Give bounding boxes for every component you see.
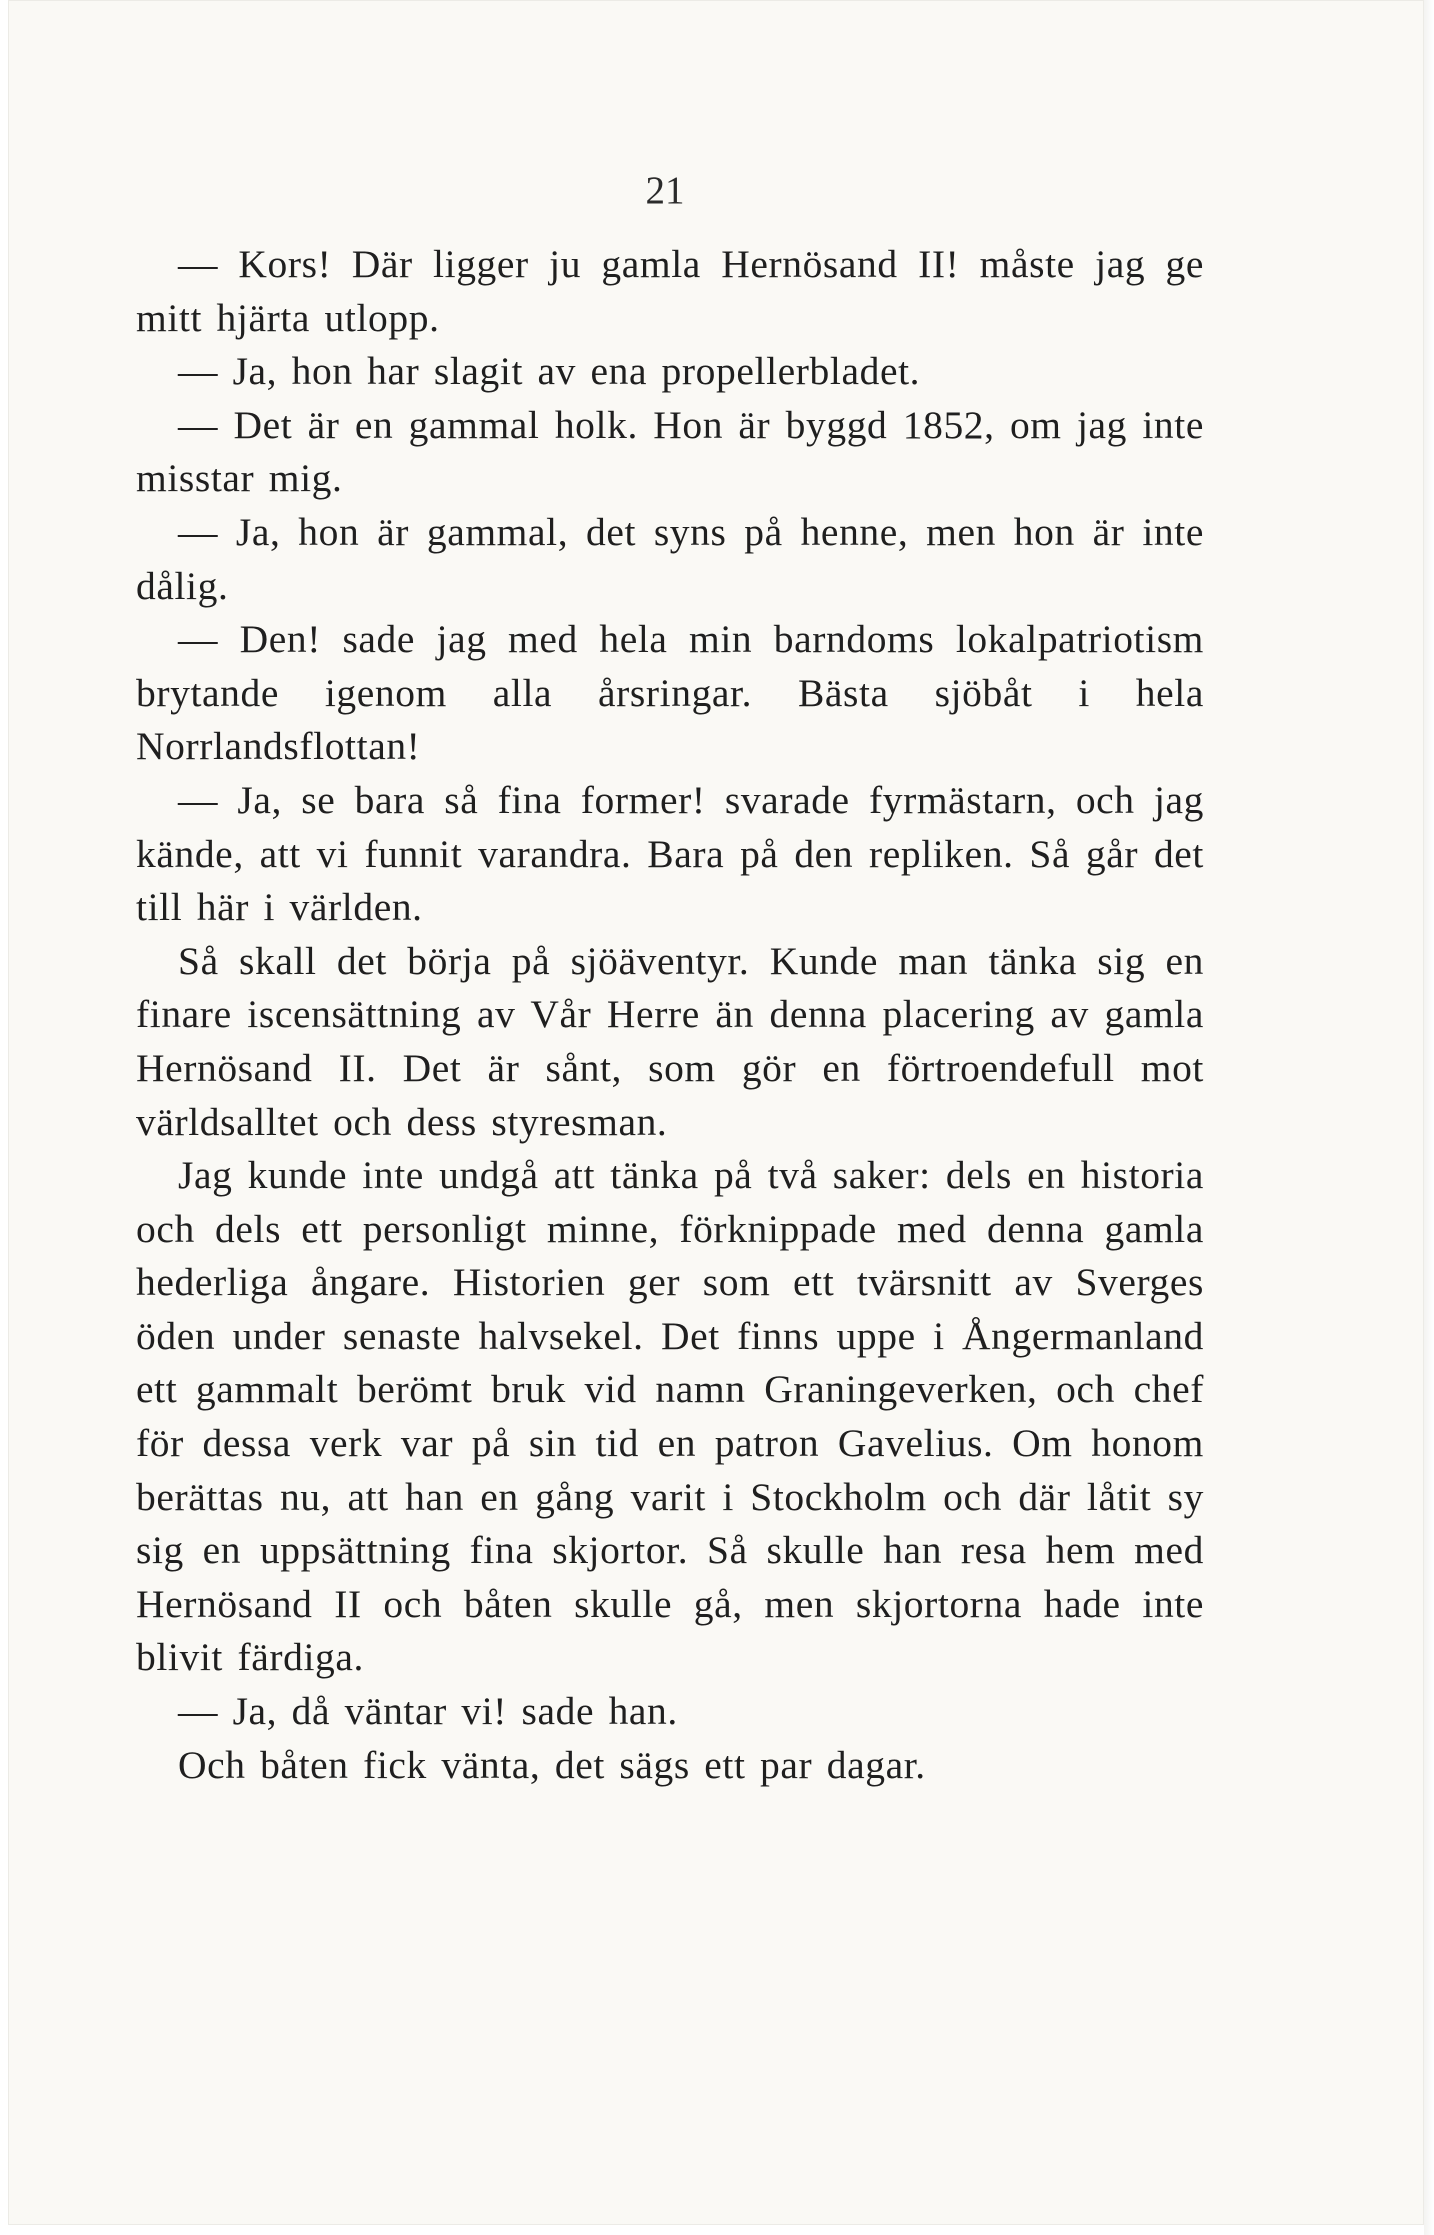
- paragraph: Så skall det börja på sjöäventyr. Kunde man tänka sig en finare iscensättning av Vår Herre än denna placering av gamla Hernösand II. Det är sånt, som gör en förtroendefull mot världsalltet och dess styresman.: [136, 938, 1204, 1144]
- paragraph: — Ja, då väntar vi! sade han.: [178, 1689, 678, 1734]
- paragraph: — Ja, hon är gammal, det syns på henne, men hon är inte dålig.: [136, 509, 1204, 608]
- paragraph: — Den! sade jag med hela min barndoms lokalpatriotism brytande igenom alla årsringar. Bästa sjöbåt i hela Norrlandsflottan!: [136, 617, 1204, 769]
- page-edge: [1424, 0, 1434, 2235]
- book-page: [8, 0, 1424, 2225]
- paragraph: Jag kunde inte undgå att tänka på två saker: dels en historia och dels ett personligt minne, förknippade med denna gamla hederliga ångare. Historien ger som ett tvärsnitt av Sverges öden under senaste halvsekel. Det finns uppe i Ångermanland ett gammalt berömt bruk vid namn Graningeverken, och chef för dessa verk var på sin tid en patron Gavelius. Om honom berättas nu, att han en gång varit i Stockholm och där låtit sy sig en uppsättning fina skjortor. Så skulle han resa hem med Hernösand II och båten skulle gå, men skjortorna hade inte blivit färdiga.: [136, 1153, 1204, 1680]
- paragraph: — Kors! Där ligger ju gamla Hernösand II! måste jag ge mitt hjärta utlopp.: [136, 242, 1204, 340]
- body-text: [136, 238, 1204, 1792]
- paragraph: — Det är en gammal holk. Hon är byggd 1852, om jag inte misstar mig.: [136, 402, 1204, 501]
- paragraph: — Ja, se bara så fina former! svarade fyrmästarn, och jag kände, att vi funnit varandra. Bara på den repliken. Så går det till här i världen.: [136, 777, 1204, 930]
- page-number: 21: [645, 169, 685, 212]
- paragraph: Och båten fick vänta, det sägs ett par dagar.: [178, 1742, 926, 1787]
- paragraph: — Ja, hon har slagit av ena propellerbladet.: [178, 349, 921, 394]
